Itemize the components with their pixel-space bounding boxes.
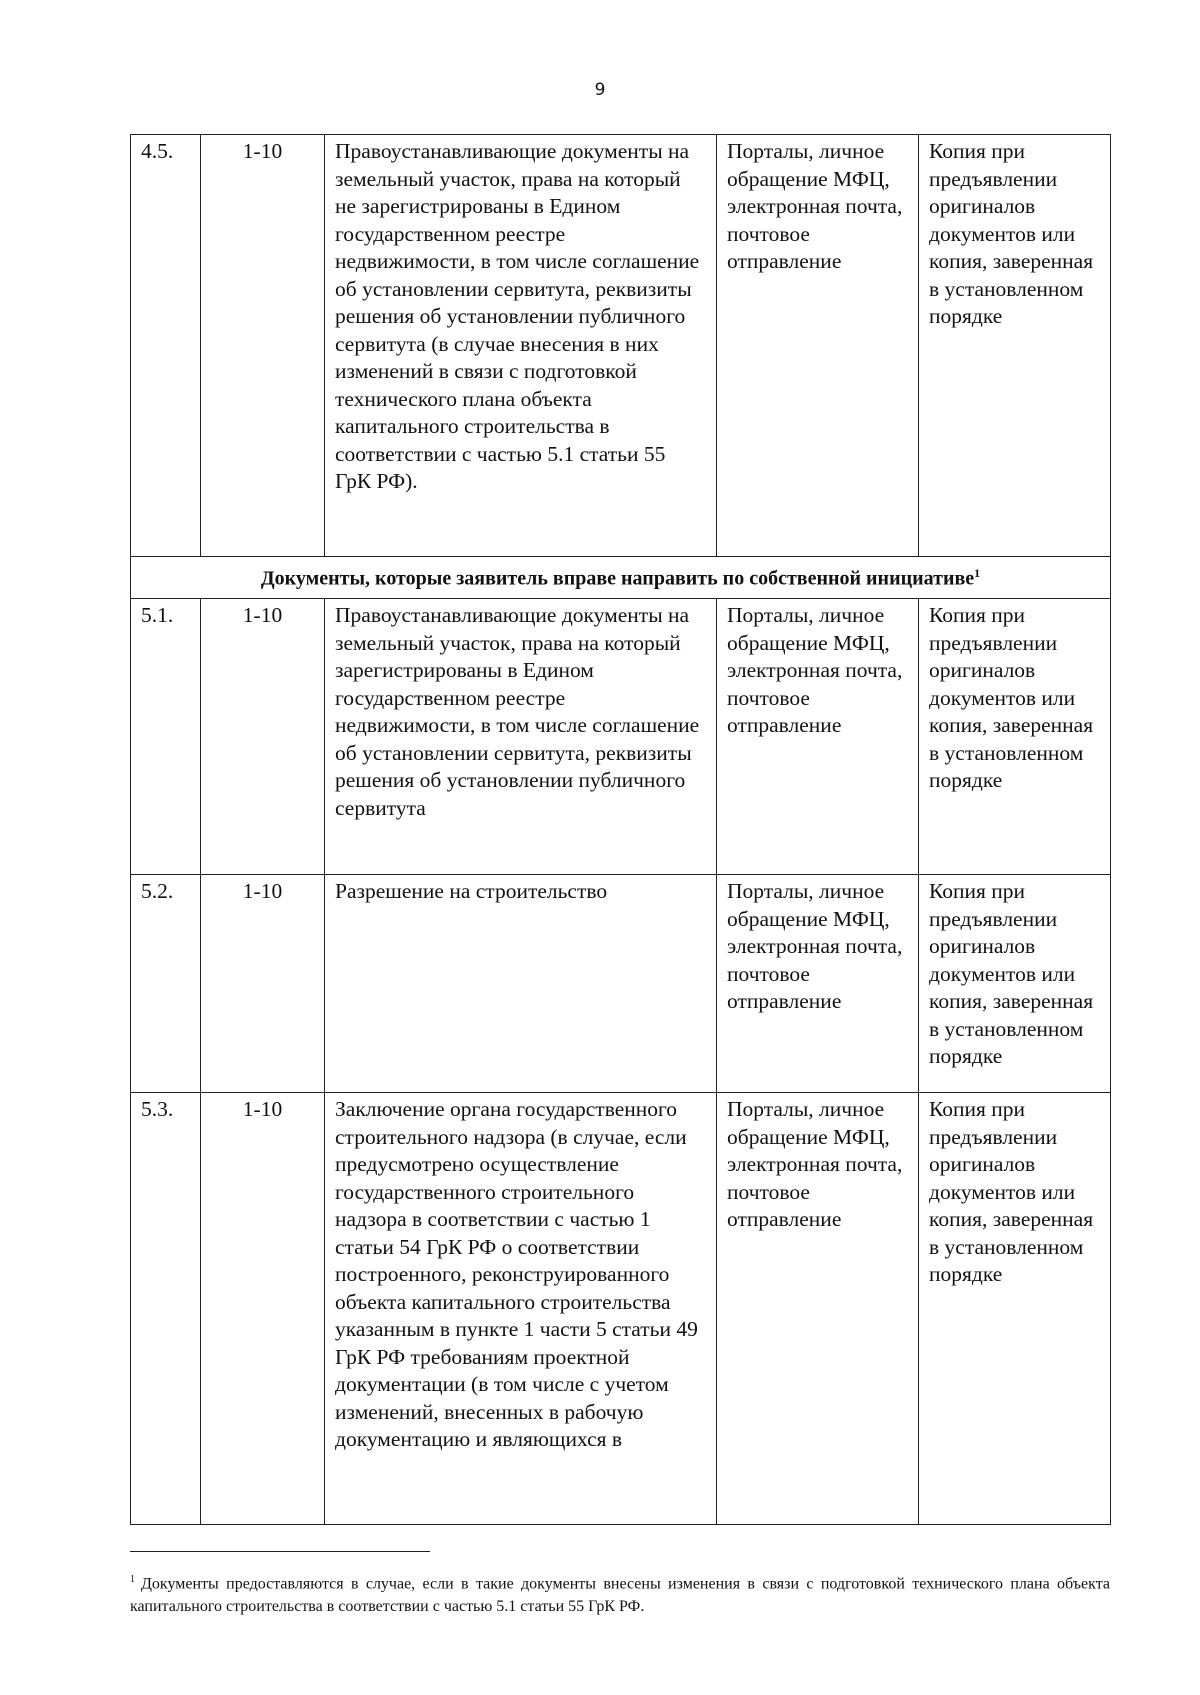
section-title-text: Документы, которые заявитель вправе направить по собственной инициативе [260,567,975,590]
row-form: Копия при предъявлении оригиналов документов или копия, заверенная в установленном порядке [919,135,1111,557]
row-version: 1-10 [201,599,325,875]
row-form: Копия при предъявлении оригиналов документов или копия, заверенная в установленном порядке [919,875,1111,1093]
row-document: Заключение органа государственного строительного надзора (в случае, если предусмотрено осуществление государственного строительного надзора в соответствии с частью 1 статьи 54 ГрК РФ о соответствии построенного, реконструированного объекта капитального строительства указанным в пункте 1 части 5 статьи 49 ГрК РФ требованиям проектной документации (в том числе с учетом изменений, внесенных в рабочую документацию и являющихся в [325,1093,717,1525]
table-row [131,599,1111,875]
row-document: Разрешение на строительство [325,875,717,1093]
row-method: Порталы, личное обращение МФЦ, электронная почта, почтовое отправление [717,599,919,875]
table-row [131,875,1111,1093]
footnote-separator [130,1551,430,1552]
footnote-text: Документы предоставляются в случае, если в такие документы внесены изменения в связи с подготовкой технического плана объекта капитального строительства в соответствии с частью 5.1 статьи 55 ГрК РФ. [130,1575,1110,1616]
table-row [131,1093,1111,1525]
row-number: 4.5. [131,135,201,557]
section-title [131,557,1111,599]
row-number: 5.3. [131,1093,201,1525]
row-form: Копия при предъявлении оригиналов документов или копия, заверенная в установленном порядке [919,599,1111,875]
row-version: 1-10 [201,135,325,557]
row-method: Порталы, личное обращение МФЦ, электронная почта, почтовое отправление [717,875,919,1093]
footnote-reference: 1 [974,566,981,580]
row-number: 5.2. [131,875,201,1093]
row-document: Правоустанавливающие документы на земельный участок, права на который не зарегистрированы в Едином государственном реестре недвижимости, в том числе соглашение об установлении сервитута, реквизиты решения об установлении публичного сервитута (в случае внесения в них изменений в связи с подготовкой технического плана объекта капитального строительства в соответствии с частью 5.1 статьи 55 ГрК РФ). [325,135,717,557]
section-header-row [131,557,1111,599]
row-method: Порталы, личное обращение МФЦ, электронная почта, почтовое отправление [717,1093,919,1525]
row-version: 1-10 [201,1093,325,1525]
footnote [130,1568,1110,1618]
footnote-mark: 1 [130,1574,135,1585]
row-method: Порталы, личное обращение МФЦ, электронная почта, почтовое отправление [717,135,919,557]
row-document: Правоустанавливающие документы на земельный участок, права на который зарегистрированы в Едином государственном реестре недвижимости, в том числе соглашение об установлении сервитута, реквизиты решения об установлении публичного сервитута [325,599,717,875]
documents-table [130,134,1111,1525]
table-row [131,135,1111,557]
row-number: 5.1. [131,599,201,875]
page-number: 9 [594,80,606,100]
row-version: 1-10 [201,875,325,1093]
row-form: Копия при предъявлении оригиналов документов или копия, заверенная в установленном порядке [919,1093,1111,1525]
